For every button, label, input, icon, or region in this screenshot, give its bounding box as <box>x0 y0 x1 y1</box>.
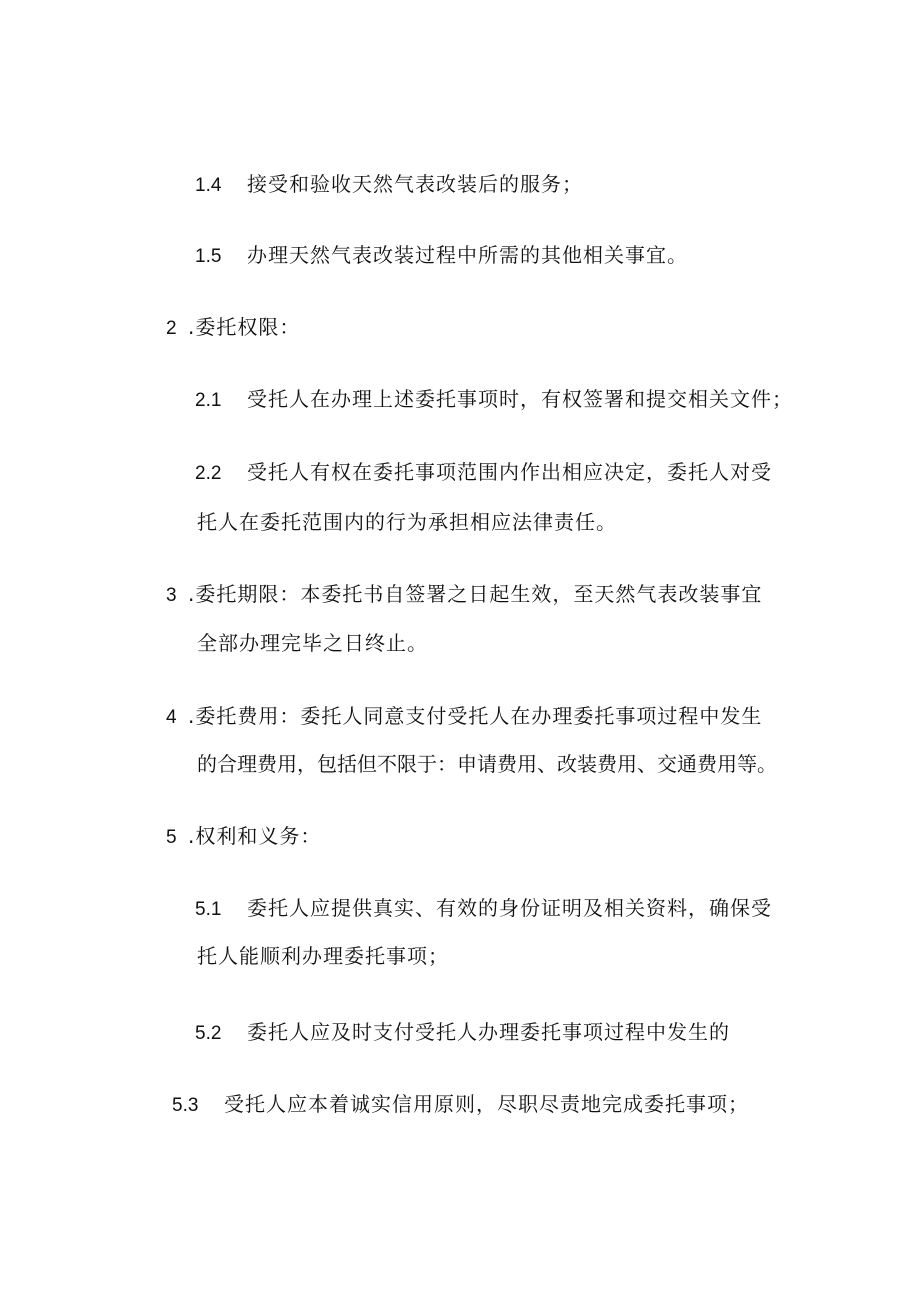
clause-1-5 <box>195 241 688 271</box>
clause-5-3 <box>172 1090 749 1120</box>
section-text: .委托期限：本委托书自签署之日起生效，至天然气表改装事宜 <box>188 582 763 606</box>
clause-2-1 <box>195 385 793 415</box>
clause-text: 受托人应本着诚实信用原则，尽职尽责地完成委托事项； <box>224 1092 749 1116</box>
clause-number: 2.2 <box>195 463 222 484</box>
clause-5-1 <box>195 894 772 924</box>
section-4-continuation <box>197 750 777 778</box>
clause-number: 5.3 <box>172 1095 199 1116</box>
clause-number: 5.1 <box>195 899 222 920</box>
section-text-continuation: 全部办理完毕之日终止。 <box>197 631 428 655</box>
section-number: 2 <box>166 318 177 339</box>
section-2-heading <box>166 313 300 343</box>
section-number: 4 <box>166 707 177 728</box>
clause-text: 办理天然气表改装过程中所需的其他相关事宜。 <box>247 243 688 267</box>
clause-text: 接受和验收天然气表改装后的服务； <box>247 172 583 196</box>
section-3-continuation <box>197 629 428 657</box>
clause-number: 1.4 <box>195 175 222 196</box>
clause-5-1-continuation <box>197 942 449 970</box>
clause-1-4 <box>195 170 583 200</box>
section-text-continuation: 的合理费用，包括但不限于：申请费用、改装费用、交通费用等。 <box>197 752 777 776</box>
clause-text: 受托人有权在委托事项范围内作出相应决定，委托人对受 <box>247 460 772 484</box>
clause-text: 受托人在办理上述委托事项时，有权签署和提交相关文件； <box>247 387 793 411</box>
section-5-heading <box>166 822 321 852</box>
section-number: 3 <box>166 585 177 606</box>
section-3 <box>166 580 762 610</box>
clause-number: 2.1 <box>195 390 222 411</box>
clause-text: 委托人应提供真实、有效的身份证明及相关资料，确保受 <box>247 896 772 920</box>
clause-2-2-continuation <box>197 508 617 536</box>
clause-text-continuation: 托人在委托范围内的行为承担相应法律责任。 <box>197 510 617 534</box>
section-number: 5 <box>166 827 177 848</box>
clause-number: 5.2 <box>195 1023 222 1044</box>
section-text: .权利和义务： <box>188 824 322 848</box>
clause-text-continuation: 托人能顺利办理委托事项； <box>197 944 449 968</box>
clause-number: 1.5 <box>195 246 222 267</box>
section-text: .委托权限： <box>188 315 301 339</box>
clause-2-2 <box>195 458 772 488</box>
section-4 <box>166 702 762 732</box>
clause-5-2 <box>195 1018 730 1048</box>
section-text: .委托费用：委托人同意支付受托人在办理委托事项过程中发生 <box>188 704 763 728</box>
clause-text: 委托人应及时支付受托人办理委托事项过程中发生的 <box>247 1020 730 1044</box>
